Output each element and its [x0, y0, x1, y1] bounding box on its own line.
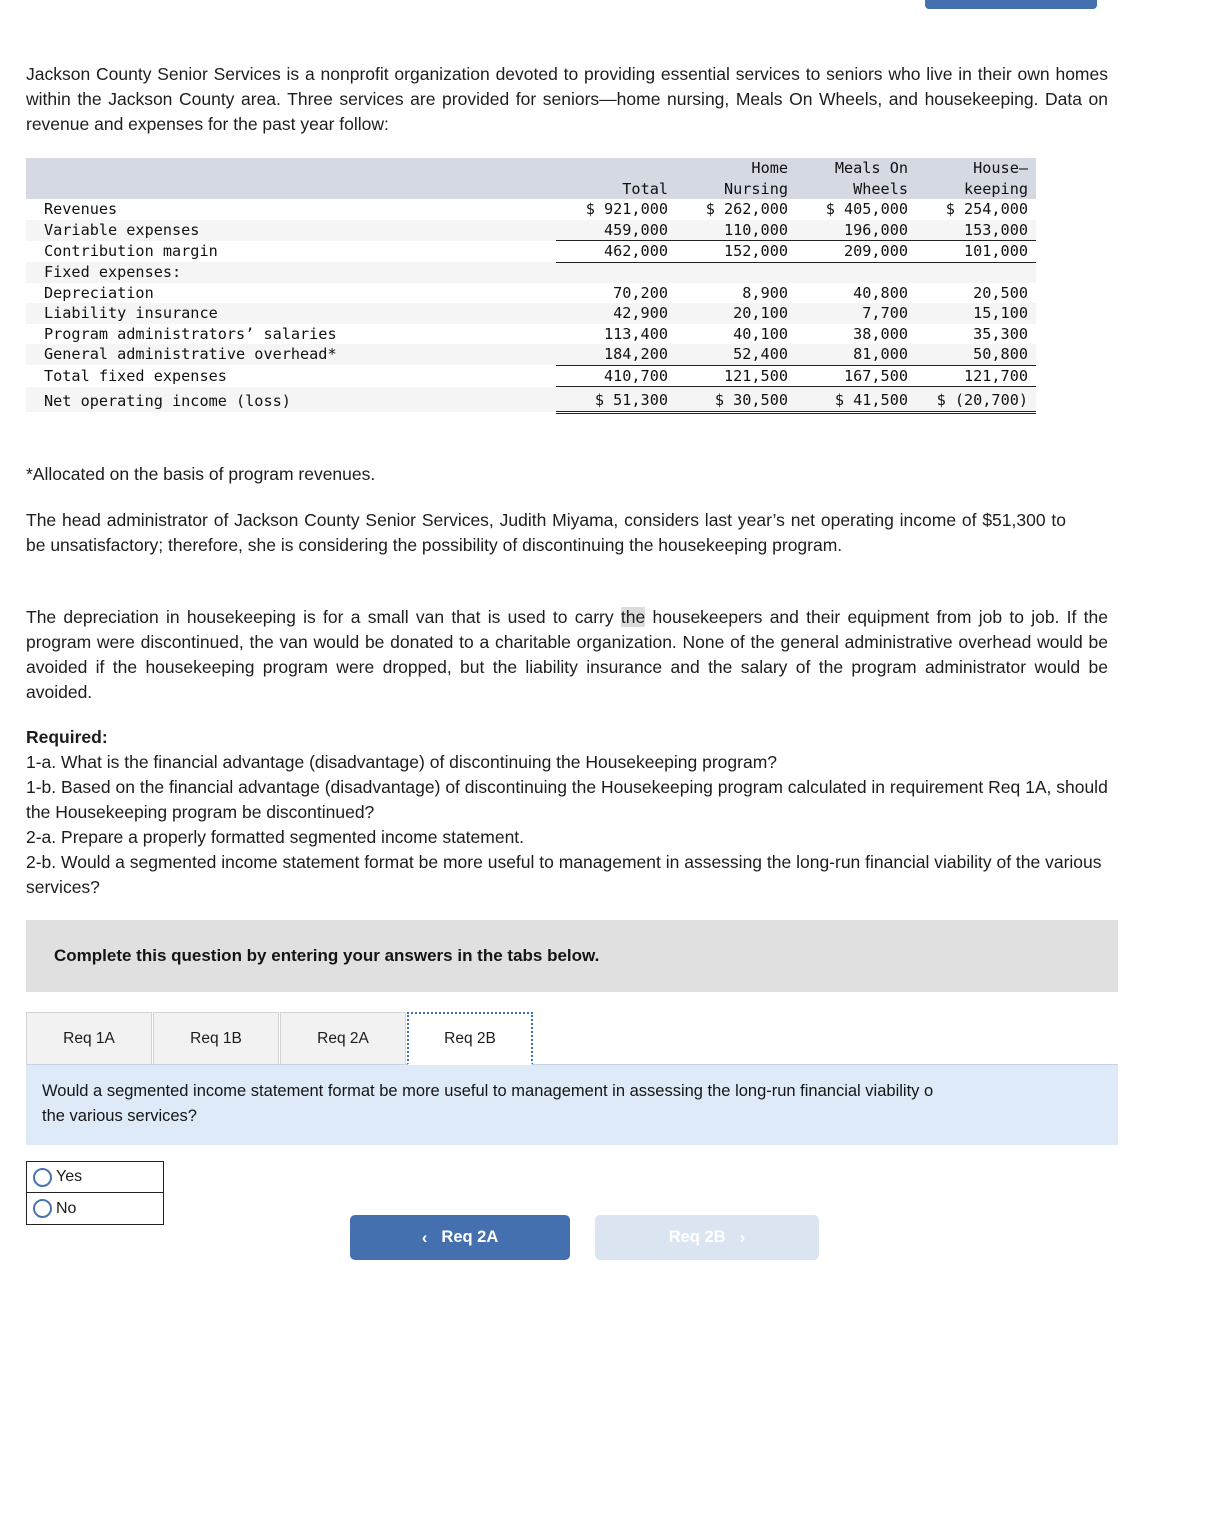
allocation-footnote: *Allocated on the basis of program revenues. [26, 464, 376, 484]
header-label-blank-2 [26, 179, 556, 200]
cell-meals-on-wheels: 167,500 [796, 365, 916, 387]
row-label: Total fixed expenses [44, 366, 227, 385]
cell-home-nursing: $ 262,000 [705, 200, 788, 218]
cell-total: 462,000 [556, 241, 676, 263]
tab-req-1b[interactable] [153, 1012, 279, 1064]
cell-total: 42,900 [613, 304, 668, 322]
next-requirement-button[interactable] [595, 1215, 819, 1260]
question-prompt-line-2: the various services? [42, 1107, 197, 1125]
cell-housekeeping: $ (20,700) [916, 387, 1036, 413]
header-home-nursing-line2: Nursing [723, 179, 788, 198]
required-item-1a: 1-a. What is the financial advantage (disadvantage) of discontinuing the Housekeeping program? [26, 752, 778, 772]
answer-option-no[interactable] [27, 1193, 163, 1224]
radio-button-icon[interactable] [33, 1199, 52, 1218]
segment-income-table [26, 158, 1036, 414]
cell-meals-on-wheels: $ 405,000 [825, 200, 908, 218]
row-label: General administrative overhead* [44, 345, 337, 364]
question-prompt-box [26, 1065, 1118, 1145]
table-row [26, 303, 1036, 324]
cell-meals-on-wheels: 196,000 [843, 220, 908, 239]
tab-req-2b-label: Req 2B [444, 1029, 496, 1047]
cell-total: 459,000 [603, 220, 668, 239]
table-row [26, 262, 1036, 283]
cell-home-nursing: 20,100 [733, 304, 788, 322]
table-head [26, 158, 1036, 199]
table-row [26, 324, 1036, 345]
row-label: Program administrators’ salaries [44, 324, 337, 343]
header-label-blank-1 [26, 158, 556, 179]
required-block [26, 725, 1108, 900]
header-housekeeping-line2: keeping [963, 179, 1028, 198]
cell-housekeeping [916, 262, 1036, 283]
cell-home-nursing: 52,400 [733, 345, 788, 363]
cell-meals-on-wheels: 40,800 [853, 283, 908, 302]
cell-home-nursing: 110,000 [723, 220, 788, 239]
cell-meals-on-wheels: 38,000 [853, 324, 908, 343]
row-label: Variable expenses [44, 220, 200, 239]
segment-income-table-wrapper [26, 158, 1036, 414]
depreciation-text-part1: The depreciation in housekeeping is for a small van that is used to carry [26, 607, 621, 627]
header-total-line1 [556, 158, 676, 179]
required-item-2a: 2-a. Prepare a properly formatted segmented income statement. [26, 827, 525, 847]
row-label: Liability insurance [44, 304, 218, 322]
cell-home-nursing: 121,500 [676, 365, 796, 387]
cell-meals-on-wheels: $ 41,500 [796, 387, 916, 413]
table-body [26, 199, 1036, 412]
required-item-1b: 1-b. Based on the financial advantage (disadvantage) of discontinuing the Housekeeping program calculated in requirement Req 1A, should the Housekeeping program be discontinued? [26, 777, 1108, 822]
cell-housekeeping: 20,500 [973, 283, 1028, 302]
tab-req-1a[interactable] [26, 1012, 152, 1064]
prev-requirement-button[interactable] [350, 1215, 570, 1260]
radio-button-icon[interactable] [33, 1168, 52, 1187]
cell-housekeeping: 121,700 [916, 365, 1036, 387]
header-meals-on-wheels-line1: Meals On [834, 159, 908, 177]
administrator-paragraph: The head administrator of Jackson County Senior Services, Judith Miyama, considers last year’s net operating income of $51,300 to be unsatisfactory; therefore, she is considering the possibility of discontinuing the housekeeping program. [26, 510, 1066, 555]
question-prompt-line-1: Would a segmented income statement format be more useful to management in assessing the long-run financial viability o [42, 1082, 934, 1100]
cell-housekeeping: 153,000 [963, 220, 1028, 239]
cell-home-nursing [676, 262, 796, 283]
cell-meals-on-wheels: 7,700 [862, 304, 908, 322]
tab-req-2a-label: Req 2A [317, 1029, 369, 1047]
header-housekeeping-line1: House— [973, 159, 1028, 177]
depreciation-paragraph [26, 605, 1108, 705]
table-row [26, 241, 1036, 263]
tab-req-2b[interactable] [407, 1012, 533, 1065]
prev-requirement-label: Req 2A [441, 1228, 499, 1246]
cell-home-nursing: 152,000 [676, 241, 796, 263]
header-home-nursing-line1: Home [751, 159, 788, 177]
row-label: Contribution margin [44, 242, 218, 260]
table-row [26, 387, 1036, 413]
cell-home-nursing: $ 30,500 [676, 387, 796, 413]
table-row [26, 199, 1036, 220]
cell-home-nursing: 40,100 [733, 324, 788, 343]
answer-option-yes-label: Yes [56, 1168, 83, 1185]
cell-home-nursing: 8,900 [742, 283, 788, 302]
next-requirement-label: Req 2B [668, 1228, 726, 1246]
header-total-line2: Total [622, 179, 668, 198]
depreciation-text-part2: housekeepers and their equipment from job to job. If the program were discontinued, the van would be donated to a charitable organization. None of the general administrative overhead would be avoided if the housekeeping program were dropped, but the liability insurance and the salary of the program administrator would be avoided. [26, 607, 1108, 702]
cell-total: $ 51,300 [556, 387, 676, 413]
cell-meals-on-wheels [796, 262, 916, 283]
cell-housekeeping: 35,300 [973, 324, 1028, 343]
table-row [26, 365, 1036, 387]
required-item-2b: 2-b. Would a segmented income statement format be more useful to management in assessing the long-run financial viability of the various services? [26, 852, 1102, 897]
row-label: Net operating income (loss) [44, 391, 291, 410]
cell-total: 113,400 [603, 324, 668, 343]
cell-total: 184,200 [603, 345, 668, 363]
tab-req-2a[interactable] [280, 1012, 406, 1064]
row-label: Revenues [44, 200, 118, 218]
cell-meals-on-wheels: 209,000 [796, 241, 916, 263]
cell-housekeeping: 15,100 [973, 304, 1028, 322]
tab-req-1a-label: Req 1A [63, 1029, 115, 1047]
complete-question-banner: Complete this question by entering your answers in the tabs below. [26, 920, 1118, 992]
cell-total: 70,200 [613, 283, 668, 302]
table-header-row-2 [26, 179, 1036, 200]
row-label: Fixed expenses: [44, 263, 182, 281]
table-header-row-1 [26, 158, 1036, 179]
top-action-button[interactable] [925, 0, 1097, 9]
answer-option-no-label: No [56, 1199, 77, 1217]
chevron-left-icon: ‹ [421, 1227, 428, 1247]
requirement-nav-bar [350, 1215, 819, 1260]
cell-housekeeping: $ 254,000 [945, 200, 1028, 218]
table-row [26, 283, 1036, 304]
table-row [26, 344, 1036, 365]
answer-options-list [26, 1161, 164, 1225]
table-row [26, 220, 1036, 241]
cell-total: 410,700 [556, 365, 676, 387]
cell-total: $ 921,000 [585, 200, 668, 218]
intro-paragraph: Jackson County Senior Services is a nonprofit organization devoted to providing essential services to seniors who live in their own homes within the Jackson County area. Three services are provided for seniors—home nursing, Meals On Wheels, and housekeeping. Data on revenue and expenses for the past year follow: [26, 64, 1108, 134]
answer-widget [26, 920, 1118, 1225]
header-meals-on-wheels-line2: Wheels [853, 179, 908, 198]
cell-housekeeping: 101,000 [916, 241, 1036, 263]
cell-total [556, 262, 676, 283]
row-label: Depreciation [44, 283, 154, 302]
answer-option-yes[interactable] [27, 1162, 163, 1193]
tab-strip [26, 1012, 1118, 1065]
highlighted-selection: the [620, 607, 646, 627]
cell-meals-on-wheels: 81,000 [853, 345, 908, 363]
required-heading: Required: [26, 727, 108, 747]
chevron-right-icon: › [739, 1227, 746, 1247]
tab-req-1b-label: Req 1B [190, 1029, 242, 1047]
cell-housekeeping: 50,800 [973, 345, 1028, 363]
